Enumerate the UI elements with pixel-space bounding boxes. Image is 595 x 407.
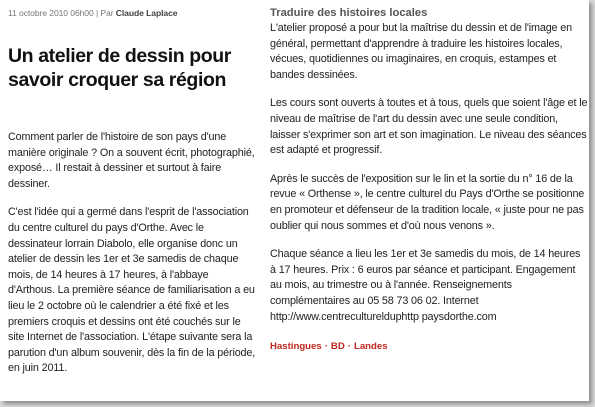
tag-list [270,341,588,352]
right-paragraph-1: L'atelier proposé a pour but la maîtrise du dessin et de l'image en général, permettant d'apprendre à traduire les histoires locales, vécues, quotidiennes ou imaginaires, en croquis, estampes et bandes dessinées. [270,22,572,81]
tag-separator: · [324,341,328,353]
by-label: Par [100,8,114,18]
tag-separator: · [347,341,351,353]
right-column [270,0,588,352]
article-headline: Un atelier de dessin pour savoir croquer sa région [8,45,231,91]
tag-hastingues[interactable]: Hastingues [270,341,322,353]
article-author[interactable]: Claude Laplace [115,8,178,18]
right-paragraph-4 [270,247,588,325]
tag-bd[interactable]: BD [330,341,345,353]
article-date: 11 octobre 2010 06h00 [8,8,94,18]
left-paragraph-1: Comment parler de l'histoire de son pays d'une manière originale ? On a souvent écrit, photographié, exposé… Il restait à dessiner et surtout à faire dessiner. [8,131,255,190]
right-paragraph-3: Après le succès de l'exposition sur le lin et la sortie du n° 16 de la revue « Orthense », le centre culturel du Pays d'Orthe se positionne en promoteur et défenseur de la tradition locale, « juste pour ne pas oublier qui nous sommes et d'où nous venons ». [270,172,585,232]
right-paragraph-4-text: Chaque séance a lieu les 1er et 3e samedis du mois, de 14 heures à 17 heures. Prix : 6 euros par séance et participant. Engagement au mois, au trimestre ou à l'année. Renseignements complémentaires au 05 58 73 06 02. Internet http://www.centreculturelduphttp paysdorthe.com [270,248,581,323]
left-column [8,0,258,377]
meta-separator: | [95,8,99,18]
section-subheading: Traduire des histoires locales [270,7,428,19]
right-paragraph-2: Les cours sont ouverts à toutes et à tous, quels que soient l'âge et le niveau de maîtrise de l'art du dessin avec une seule condition, laisser s'exprimer son art et son imagination. Le niveau des séances est adapté et progressif. [270,97,588,157]
tag-landes[interactable]: Landes [353,341,388,353]
article-meta [8,8,258,18]
left-paragraph-2: C'est l'idée qui a germé dans l'esprit de l'association du centre culturel du pays d'Orthe. Avec le dessinateur lorrain Diabolo, elle organise donc un atelier de dessin les 1er et 3e samedis de chaque mois, de 14 heures à 17 heures, à l'abbaye d'Arthous. La première séance de familiarisation a eu lieu le 2 octobre où le calendrier a été fixé et les premiers croquis et dessins ont été couchés sur le site Internet de l'association. L'étape suivante sera la parution d'un album souvenir, dès la fin de la période, en juin 2011. [8,206,256,375]
